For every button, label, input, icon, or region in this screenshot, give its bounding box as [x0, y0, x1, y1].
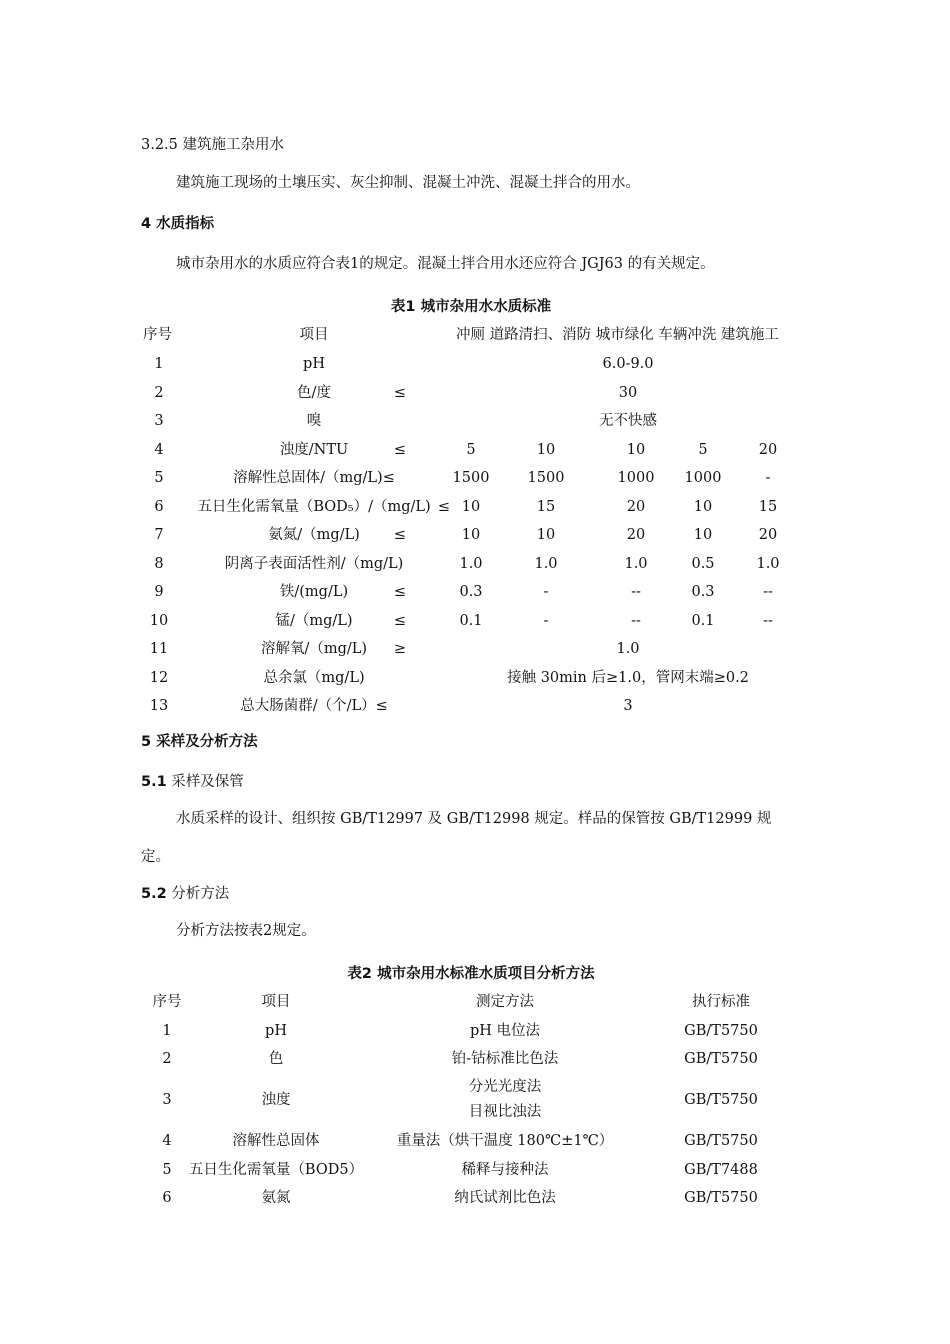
table1-row-value: 5 — [466, 441, 476, 458]
table1-row-no: 11 — [149, 641, 169, 657]
table1-row-value: 15 — [536, 498, 556, 515]
table2-row-method: 分光光度法 — [468, 1079, 542, 1095]
table1-row-value: - — [543, 612, 549, 629]
table1-row-value: 0.1 — [459, 612, 483, 629]
table1-row-sign: ≤ — [393, 441, 407, 458]
table1-row-span-value: 6.0-9.0 — [602, 356, 654, 372]
table1-row-item: 嗅 — [306, 413, 322, 429]
table1-row-item: 铁/(mg/L) — [279, 584, 349, 600]
table1-row-value: 20 — [758, 527, 778, 543]
section-3-2-5-heading — [141, 135, 284, 155]
table1-row-span-value: 3 — [623, 698, 633, 714]
table1-row-value: -- — [763, 584, 773, 600]
table1-row-value: - — [765, 470, 771, 486]
table1-row-no: 3 — [154, 413, 164, 429]
section-5-heading: 5 采样及分析方法 — [141, 734, 258, 750]
table1-row-value: 10 — [536, 527, 556, 543]
table1-row-value: 0.1 — [691, 612, 715, 629]
table2-row-no: 4 — [162, 1133, 172, 1149]
table1-row-no: 2 — [154, 384, 164, 401]
table1-row-value: 1500 — [452, 470, 490, 486]
table1-row-item: 色/度 — [297, 384, 331, 401]
table1-row-value: - — [543, 584, 549, 600]
table1-row-item: 溶解氧/（mg/L) — [260, 641, 368, 657]
table1-row-span-value: 无不快感 — [599, 413, 657, 429]
table1-row-sign: ≤ — [393, 527, 407, 543]
table1-row-sign: ≤ — [437, 498, 451, 515]
table1-row-span-value: 接触 30min 后≥1.0，管网末端≥0.2 — [507, 669, 749, 686]
table1-row-value: 10 — [461, 527, 481, 543]
table1-row-sign: ≤ — [393, 584, 407, 600]
table1-header-item: 项目 — [299, 327, 329, 343]
table1-row-item: 锰/（mg/L) — [275, 612, 353, 629]
table1-row-item: 阴离子表面活性剂/（mg/L) — [224, 555, 404, 572]
section-3-2-5-body: 建筑施工现场的土壤压实、灰尘抑制、混凝土冲洗、混凝土拌合的用水。 — [176, 175, 640, 191]
table1-row-no: 5 — [154, 470, 164, 486]
table1-caption: 表1 城市杂用水水质标准 — [390, 299, 552, 315]
section-5-2-body: 分析方法按表2规定。 — [176, 923, 316, 939]
table2-row-no: 6 — [162, 1190, 172, 1206]
table1-header-no: 序号 — [143, 327, 172, 343]
table2-row-standard: GB/T5750 — [684, 1092, 758, 1108]
table1-row-no: 1 — [154, 356, 164, 372]
section-title: 建筑施工杂用水 — [182, 137, 285, 153]
section-number: 3.2.5 — [141, 137, 178, 153]
table1-row-sign: ≥ — [393, 641, 407, 657]
section-title: 采样及保管 — [171, 774, 244, 790]
section-5-1-body-line2: 定。 — [141, 849, 170, 865]
table1-row-no: 7 — [154, 527, 164, 543]
table1-row-value: 10 — [693, 498, 713, 515]
table2-row-standard: GB/T5750 — [684, 1023, 758, 1039]
table1-row-sign: ≤ — [393, 612, 407, 629]
table1-row-value: -- — [763, 612, 773, 629]
table2-row-standard: GB/T5750 — [684, 1051, 758, 1067]
table1-row-no: 6 — [154, 498, 164, 515]
section-number: 5.1 — [141, 774, 167, 790]
section-4-heading: 4 水质指标 — [141, 216, 215, 232]
table2-row-method: pH 电位法 — [469, 1023, 541, 1039]
table2-row-method: 铂-钴标准比色法 — [451, 1051, 559, 1067]
table2-row-item: pH — [265, 1023, 287, 1039]
table1-row-value: 1.0 — [624, 555, 648, 572]
table2-row-standard: GB/T7488 — [684, 1162, 758, 1178]
table1-row-item: 浊度/NTU — [279, 441, 349, 458]
table1-row-value: 1.0 — [459, 555, 483, 572]
table1-row-value: 10 — [461, 498, 481, 515]
table2-row-no: 1 — [162, 1023, 172, 1039]
table2-row-item: 色 — [268, 1051, 284, 1067]
table1-row-item: pH — [303, 356, 325, 372]
table2-row-method: 稀释与接种法 — [461, 1162, 549, 1178]
table1-row-value: 20 — [758, 441, 778, 458]
table1-row-value: 0.3 — [459, 584, 483, 600]
table2-row-no: 2 — [162, 1051, 172, 1067]
table1-row-no: 13 — [149, 698, 169, 714]
table2-header: 执行标准 — [692, 994, 750, 1010]
table1-row-value: 10 — [536, 441, 556, 458]
table2-row-method: 重量法（烘干温度 180℃±1℃） — [396, 1133, 614, 1149]
table1-row-span-value: 30 — [618, 384, 638, 401]
table1-row-value: 1000 — [684, 470, 722, 486]
table1-row-value: -- — [631, 584, 641, 600]
table1-row-no: 8 — [154, 555, 164, 572]
table1-row-value: 10 — [693, 527, 713, 543]
table2-row-no: 3 — [162, 1092, 172, 1108]
table1-row-item: 五日生化需氧量（BOD₅）/（mg/L) — [197, 498, 431, 515]
section-number: 5.2 — [141, 886, 167, 902]
table1-row-value: 20 — [626, 527, 646, 543]
table1-header-uses: 冲厕 道路清扫、消防 城市绿化 车辆冲洗 建筑施工 — [456, 327, 779, 343]
section-5-1-heading — [141, 772, 244, 792]
table1-row-value: 0.3 — [691, 584, 715, 600]
table1-row-value: 10 — [626, 441, 646, 458]
table1-row-value: 1500 — [527, 470, 565, 486]
table1-row-value: 1000 — [617, 470, 655, 486]
table2-row-standard: GB/T5750 — [684, 1133, 758, 1149]
section-5-2-heading — [141, 884, 229, 904]
table1-row-item: 溶解性总固体/（mg/L)≤ — [233, 470, 395, 486]
table1-row-item: 氨氮/（mg/L) — [268, 527, 360, 543]
table2-row-item: 五日生化需氧量（BOD5） — [188, 1162, 364, 1178]
table1-row-sign: ≤ — [393, 384, 407, 401]
table2-header: 序号 — [152, 994, 182, 1010]
table2-caption: 表2 城市杂用水标准水质项目分析方法 — [347, 966, 595, 982]
table2-row-item: 浊度 — [261, 1092, 291, 1108]
table2-row-no: 5 — [162, 1162, 172, 1178]
section-title: 分析方法 — [171, 886, 230, 902]
table1-row-no: 10 — [149, 612, 169, 629]
table1-row-no: 4 — [154, 441, 164, 458]
table1-row-value: 1.0 — [534, 555, 558, 572]
section-5-1-body-line1: 水质采样的设计、组织按 GB/T12997 及 GB/T12998 规定。样品的保管按 GB/T12999 规 — [176, 811, 772, 827]
table1-row-value: 20 — [626, 498, 646, 515]
table2-row-method: 目视比浊法 — [468, 1104, 542, 1120]
table2-row-item: 溶解性总固体 — [232, 1133, 320, 1149]
table1-row-no: 9 — [154, 584, 164, 600]
table1-row-value: 1.0 — [756, 555, 780, 572]
table2-header: 项目 — [261, 994, 291, 1010]
table1-row-item: 总余氯（mg/L) — [263, 669, 365, 686]
table1-row-span-value: 1.0 — [616, 641, 640, 657]
table2-header: 测定方法 — [476, 994, 534, 1010]
table1-row-value: 5 — [698, 441, 708, 458]
table2-row-method: 纳氏试剂比色法 — [454, 1190, 556, 1206]
section-4-body: 城市杂用水的水质应符合表1的规定。混凝土拌合用水还应符合 JGJ63 的有关规定。 — [176, 256, 715, 272]
table1-row-value: 0.5 — [691, 555, 715, 572]
table1-row-value: -- — [631, 612, 641, 629]
table1-row-no: 12 — [149, 669, 169, 686]
table2-row-standard: GB/T5750 — [684, 1190, 758, 1206]
table1-row-value: 15 — [758, 498, 778, 515]
table2-row-item: 氨氮 — [261, 1190, 291, 1206]
table1-row-item: 总大肠菌群/（个/L）≤ — [240, 698, 388, 714]
